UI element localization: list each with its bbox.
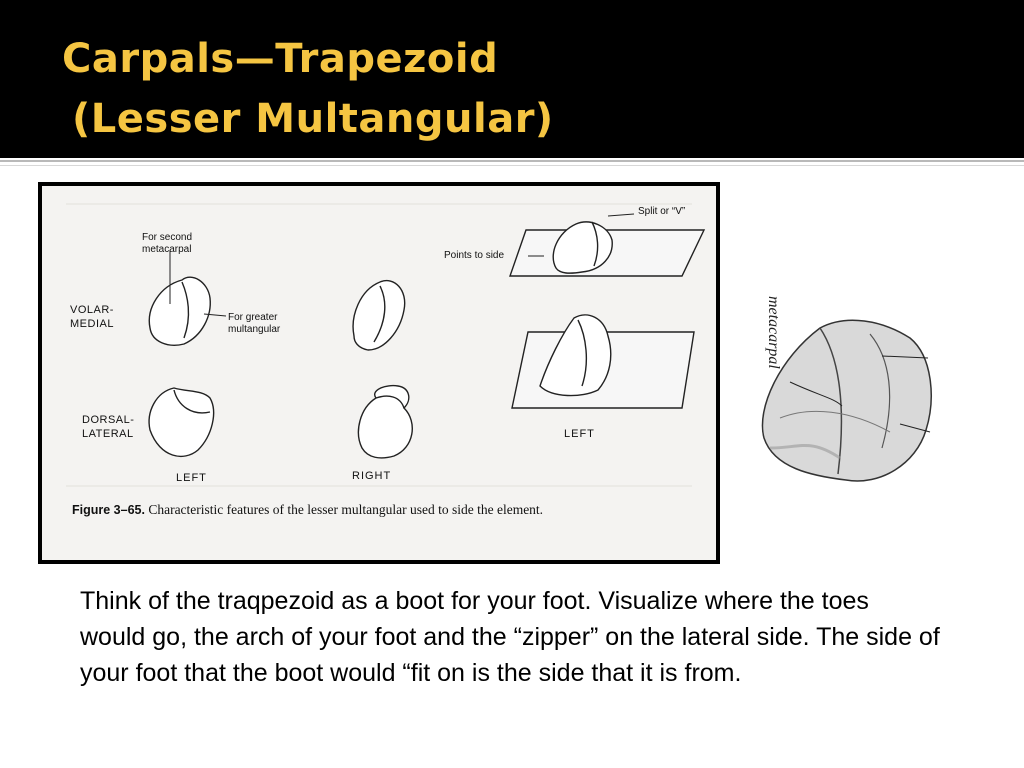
figure-caption	[72, 502, 702, 518]
bone-volar-left	[149, 277, 210, 345]
slide-body-text: Think of the traqpezoid as a boot for your foot. Visualize where the toes would go, the arch of your foot and the “zipper” on the lateral side. The side of your foot that the boot would “fit on is the side that it is from.	[80, 587, 940, 687]
leader-split-v	[608, 214, 634, 216]
label-left-right-panel: LEFT	[564, 428, 595, 440]
label-dorsal-lateral-2: LATERAL	[82, 428, 134, 440]
title-divider	[0, 160, 1024, 162]
label-dorsal-lateral-1: DORSAL-	[82, 414, 135, 426]
label-for-second-metacarpal-2: metacarpal	[142, 244, 192, 255]
label-points-to-side: Points to side	[444, 250, 505, 261]
label-for-greater-1: For greater	[228, 312, 278, 323]
slide-title-line-1: Carpals—Trapezoid	[62, 36, 499, 82]
label-right-bottom: RIGHT	[352, 470, 392, 482]
bone-volar-right	[353, 281, 405, 350]
label-split-or-v: Split or “V”	[638, 206, 686, 217]
label-volar-medial-1: VOLAR-	[70, 304, 114, 316]
figure-3-65	[38, 182, 720, 564]
title-divider-thin	[0, 165, 1024, 166]
figure-caption-number: Figure 3–65.	[72, 503, 145, 517]
title-bar	[0, 0, 1024, 158]
label-for-second-metacarpal-1: For second	[142, 232, 193, 243]
photo-label-metacarpal: metacarpal	[765, 296, 782, 369]
slide-title-line-2: (Lesser Multangular)	[72, 96, 554, 142]
figure-caption-text: Characteristic features of the lesser multangular used to side the element.	[144, 502, 544, 517]
bone-dorsal-left	[149, 388, 213, 456]
label-volar-medial-2: MEDIAL	[70, 318, 114, 330]
label-for-greater-2: multangular	[228, 324, 281, 335]
label-left-bottom: LEFT	[176, 472, 207, 484]
